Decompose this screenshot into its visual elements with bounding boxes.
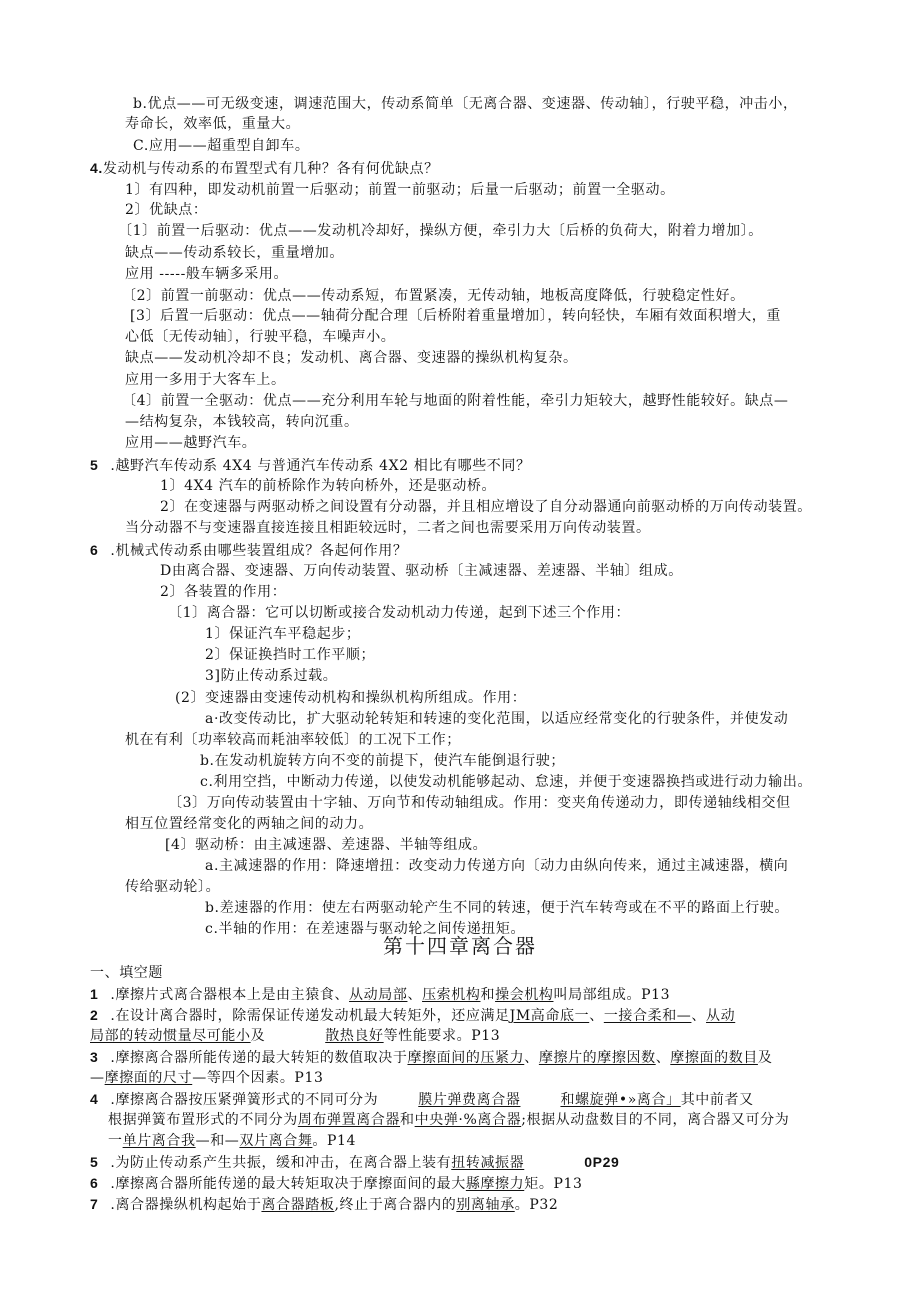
text-line: 2〕优缺点： (125, 202, 208, 218)
question-text: 和 (400, 1112, 415, 1128)
answer-blank: 膜片弹费离合器 (418, 1092, 521, 1108)
text-line: 1〕保证汽车平稳起步； (205, 626, 361, 642)
question-number: 4. (90, 160, 103, 176)
answer-blank: 散热良好 (325, 1028, 384, 1044)
text-line: b.在发动机旋转方向不变的前提下，使汽车能倒退行驶； (200, 753, 566, 769)
text-line: 1〕有四种，即发动机前置一后驱动；前置一前驱动；后量一后驱动；前置一全驱动。 (125, 182, 675, 198)
text-line: (2〕变速器由变速传动机构和操纵机构所组成。作用： (175, 690, 527, 706)
question-text: 、 (524, 1050, 539, 1066)
question-text: .在设计离合器时，除需保证传递发动机最大转矩外，还应满足 (110, 1008, 510, 1024)
question-text: .摩擦离合器所能传递的最大转矩取决于摩擦面间的最大 (110, 1176, 466, 1192)
answer-blank: 双片离合舞 (239, 1133, 313, 1149)
question-text: 、 (589, 1008, 604, 1024)
text-line: 应用——越野汽车。 (125, 435, 257, 451)
text-line: 缺点——传动系较长，重量增加。 (125, 245, 344, 261)
fill-question-3 (90, 1047, 773, 1068)
answer-blank: 单片离合我 (122, 1133, 196, 1149)
question-5 (90, 455, 531, 476)
answer-blank: 从动 (706, 1008, 736, 1024)
text-line: [4〕驱动桥：由主减速器、差速器、半轴等组成。 (165, 837, 488, 853)
text-line: 寿命长，效率低，重量大。 (125, 116, 301, 132)
fill-question-7 (90, 1194, 558, 1215)
text-line: D由离合器、变速器、万向传动装置、驱动桥〔主减速器、差速器、半轴〕组成。 (160, 563, 683, 579)
answer-blank: 局部的转动惯量尽可能小 (90, 1028, 251, 1044)
question-number: 5 (90, 457, 99, 473)
text-line: 〔1〕前置一后驱动：优点——发动机冷却好，操纵方便，牵引力大〔后桥的负荷大，附着力增加〕。 (118, 223, 763, 239)
fill-question-4-cont2 (108, 1131, 356, 1151)
question-text: 及 (757, 1050, 773, 1066)
question-text: 发动机与传动系的布置型式有几种？各有何优缺点？ (102, 161, 439, 177)
text-line: 〔1〕离合器：它可以切断或接合发动机动力传递，起到下述三个作用： (168, 605, 631, 621)
question-text: .摩擦离合器按压紧弹簧形式的不同可分为 (110, 1092, 379, 1108)
answer-blank: 离合器踏板 (261, 1197, 335, 1213)
answer-blank: 一接合柔和— (603, 1008, 692, 1024)
answer-blank: 从动局部 (349, 987, 408, 1003)
answer-blank: 和螺旋弹•»离合」 (560, 1092, 681, 1108)
question-text: 。P32 (514, 1197, 559, 1213)
question-text: —和— (195, 1133, 240, 1149)
fill-question-2 (90, 1005, 735, 1026)
question-text: 一 (108, 1133, 123, 1149)
question-text: 根据弹簧布置形式的不同分为 (108, 1112, 298, 1128)
fill-question-1 (90, 984, 670, 1005)
answer-blank: 摩擦面的尺寸 (104, 1070, 193, 1086)
text-line: 2〕各装置的作用： (160, 584, 287, 600)
text-line: b.差速器的作用：使左右两驱动轮产生不同的转速，便于汽车转弯或在不平的路面上行驶。 (205, 900, 790, 916)
text-line: 当分动器不与变速器直接连接且相距较远时，二者之间也需要采用万向传动装置。 (125, 520, 651, 536)
text-line: 应用 -----般车辆多采用。 (125, 266, 289, 282)
fill-question-2-cont (90, 1026, 500, 1046)
text-line: 〔3〕万向传动装置由十字轴、万向节和传动轴组成。作用：变夹角传递动力，即传递轴线相交但 (168, 795, 791, 811)
text-line: 2〕保证换挡时工作平顺； (205, 647, 376, 663)
question-text: .机械式传动系由哪些装置组成？各起何作用？ (110, 543, 408, 559)
question-text: .越野汽车传动系 4X4 与普通汽车传动系 4X2 相比有哪些不同？ (110, 458, 531, 474)
question-text: 0P29 (584, 1154, 620, 1170)
answer-blank: 摩擦面间的压紧力 (407, 1050, 525, 1066)
answer-blank: 操会机构 (495, 987, 554, 1003)
question-6 (90, 540, 407, 561)
section-heading: 一、填空题 (90, 965, 163, 981)
question-text: 、 (655, 1050, 671, 1066)
answer-blank: 摩擦片的摩擦因数 (538, 1050, 656, 1066)
question-text: 及 (250, 1028, 266, 1044)
question-text: — (90, 1070, 105, 1086)
fill-question-6 (90, 1173, 582, 1194)
question-number: 1 (90, 986, 99, 1002)
question-text: 叫局部组成。P13 (553, 987, 671, 1003)
fill-question-3-cont (90, 1068, 323, 1088)
answer-blank: 中央弹·%离合器 (414, 1112, 522, 1128)
text-line: [3〕后置一后驱动：优点——轴荷分配合理〔后桥附着重量增加〕，转向轻快，车厢有效面积增大，重 (130, 308, 781, 324)
text-line: a.主减速器的作用：降速增扭：改变动力传递方向〔动力由纵向传来，通过主减速器，横向 (205, 858, 789, 874)
text-line: C.应用——超重型自卸车。 (133, 138, 310, 154)
text-line: 心低〔无传动轴〕，行驶平稳，车噪声小。 (125, 329, 396, 345)
chapter-title: 第十四章离合器 (383, 934, 537, 958)
fill-question-4 (90, 1089, 754, 1110)
text-line: 〔2〕前置一前驱动：优点——传动系短，布置紧凑，无传动轴，地板高度降低，行驶稳定性好。 (122, 288, 745, 304)
question-number: 2 (90, 1007, 99, 1023)
question-text: 、 (691, 1008, 707, 1024)
question-text: ;根据从动盘数目的不同，离合器又可分为 (521, 1112, 790, 1128)
question-text: 和 (480, 987, 496, 1003)
answer-blank: 周布弹置离合器 (297, 1112, 401, 1128)
text-line: 1〕4X4 汽车的前桥除作为转向桥外，还是驱动桥。 (160, 478, 497, 494)
answer-blank: 别离轴承 (456, 1197, 515, 1213)
text-line: —结构复杂，本钱较高，转向沉重。 (125, 414, 359, 430)
answer-blank: 摩擦面的数目 (670, 1050, 758, 1066)
question-text: .为防止传动系产生共振，缓和冲击，在离合器上装有 (110, 1155, 452, 1171)
question-number: 6 (90, 542, 99, 558)
fill-question-4-cont (108, 1110, 789, 1130)
text-line: 相互位置经常变化的两轴之间的动力。 (125, 816, 374, 832)
fill-question-5 (90, 1152, 619, 1173)
question-text: ,终止于离合器内的 (334, 1197, 457, 1213)
text-line: c.利用空挡，中断动力传递，以使发动机能够起动、怠速，并便于变速器换挡或进行动力输出。 (200, 774, 813, 790)
question-number: 7 (90, 1196, 99, 1212)
question-text: .离合器操纵机构起始于 (110, 1197, 262, 1213)
question-number: 5 (90, 1154, 99, 1170)
answer-blank: 压索机构 (422, 987, 481, 1003)
question-text: 、 (407, 987, 423, 1003)
answer-blank: JM高命底一 (509, 1008, 590, 1024)
question-text: 等性能要求。P13 (383, 1028, 501, 1044)
question-text: 其中前者又 (680, 1092, 754, 1108)
question-number: 4 (90, 1091, 99, 1107)
question-number: 6 (90, 1175, 99, 1191)
answer-blank: 扭转减振器 (451, 1155, 525, 1171)
text-line: 2〕在变速器与两驱动桥之间设置有分动器，并且相应增设了自分动器通向前驱动桥的万向传动装置。 (160, 499, 812, 515)
question-text: —等四个因素。P13 (192, 1070, 324, 1086)
question-text: .摩擦离合器所能传递的最大转矩的数值取决于 (110, 1050, 408, 1066)
question-text: 。P14 (312, 1133, 357, 1149)
text-line: 传给驱动轮〕。 (125, 879, 221, 895)
question-text: .摩擦片式离合器根本上是由主猿食、 (110, 987, 350, 1003)
text-line: b.优点——可无级变速，调速范围大，传动系简单〔无离合器、变速器、传动轴〕，行驶平稳，冲击小， (133, 96, 798, 112)
text-line: 缺点——发动机冷却不良；发动机、离合器、变速器的操纵机构复杂。 (125, 350, 578, 366)
text-line: 应用一多用于大客车上。 (125, 372, 286, 388)
text-line: 〔4〕前置一全驱动：优点——充分利用车轮与地面的附着性能，牵引力矩较大，越野性能较好。缺点— (122, 393, 789, 409)
question-4 (90, 158, 439, 179)
text-line: 机在有利〔功率较高而耗油率较低〕的工况下工作； (125, 732, 461, 748)
question-text: 矩。P13 (524, 1176, 583, 1192)
text-line: c.半轴的作用：在差速器与驱动轮之间传递扭矩。 (205, 921, 526, 937)
question-number: 3 (90, 1049, 99, 1065)
answer-blank: 縣摩擦力 (465, 1176, 525, 1192)
text-line: a·改变传动比，扩大驱动轮转矩和转速的变化范围，以适应经常变化的行驶条件，并使发动 (205, 711, 789, 727)
text-line: 3]防止传动系过载。 (205, 668, 338, 684)
